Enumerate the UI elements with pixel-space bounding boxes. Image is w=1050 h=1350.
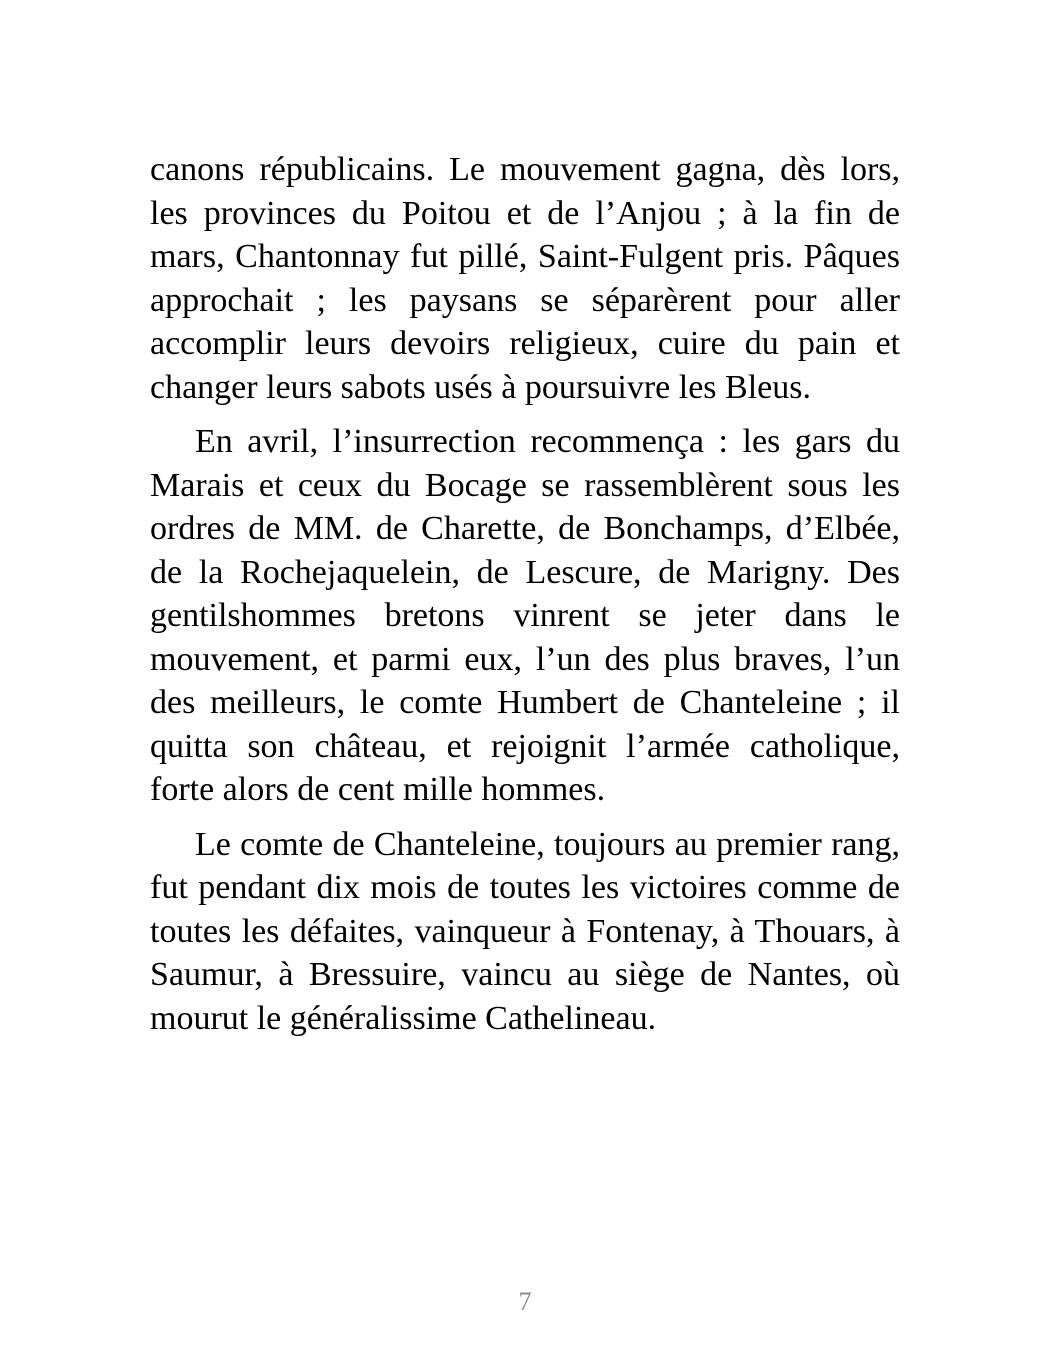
- document-body: [150, 148, 900, 1040]
- page-number: 7: [518, 1287, 532, 1316]
- paragraph-2: En avril, l’insurrection recommença : les gars du Marais et ceux du Bocage se rassemblèrent sous les ordres de MM. de Charette, de Bonchamps, d’Elbée, de la Rochejaquelein, de Lescure, de Marigny. Des gentilshommes bretons vinrent se jeter dans le mouvement, et parmi eux, l’un des plus braves, l’un des meilleurs, le comte Humbert de Chanteleine ; il quitta son château, et rejoignit l’armée catholique, forte alors de cent mille hommes.: [150, 423, 900, 808]
- paragraph-1: canons républicains. Le mouvement gagna, dès lors, les provinces du Poitou et de l’Anjou ; à la fin de mars, Chantonnay fut pillé, Saint-Fulgent pris. Pâques approchait ; les paysans se séparèrent pour aller accomplir leurs devoirs religieux, cuire du pain et changer leurs sabots usés à poursuivre les Bleus.: [150, 151, 900, 406]
- paragraph-3: Le comte de Chanteleine, toujours au premier rang, fut pendant dix mois de toutes les victoires comme de toutes les défaites, vainqueur à Fontenay, à Thouars, à Saumur, à Bressuire, vaincu au siège de Nantes, où mourut le généralissime Cathelineau.: [150, 825, 900, 1037]
